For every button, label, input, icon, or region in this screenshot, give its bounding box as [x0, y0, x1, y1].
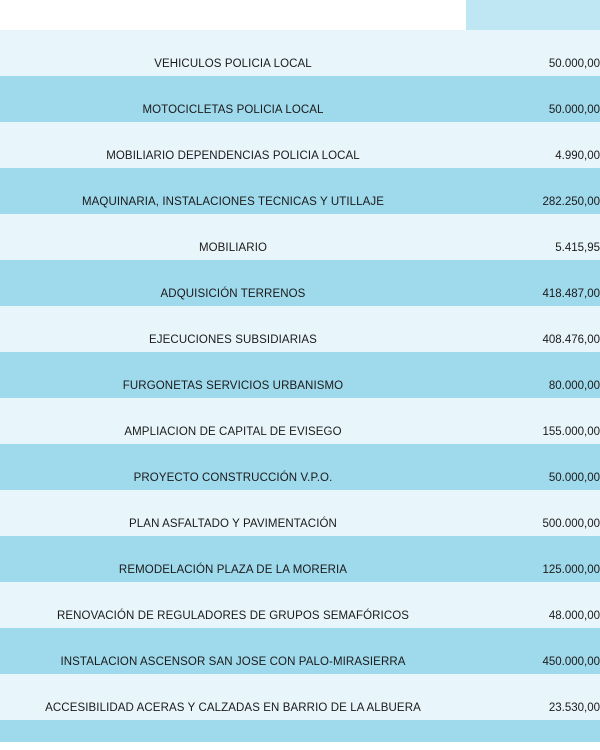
spacer-amt — [466, 214, 600, 236]
spacer-desc — [0, 674, 466, 696]
spacer-amt — [466, 674, 600, 696]
spacer-row — [0, 628, 600, 650]
row-amount: 418.487,00 — [466, 282, 600, 306]
row-amount: 282.250,00 — [466, 190, 600, 214]
row-description: ADQUISICIÓN TERRENOS — [0, 282, 466, 306]
row-amount: 450.000,00 — [466, 650, 600, 674]
table-row — [0, 466, 600, 490]
row-amount: 500.000,00 — [466, 512, 600, 536]
spacer-desc — [0, 398, 466, 420]
spacer-row — [0, 444, 600, 466]
row-amount: 50.000,00 — [466, 98, 600, 122]
spacer-desc — [0, 168, 466, 190]
row-amount: 50.000,00 — [466, 52, 600, 76]
row-description: REMODELACIÓN PLAZA DE LA MORERIA — [0, 558, 466, 582]
row-amount: 408.476,00 — [466, 328, 600, 352]
spacer-desc — [0, 122, 466, 144]
spacer-amt — [466, 398, 600, 420]
spacer-amt — [466, 76, 600, 98]
spacer-amt — [466, 30, 600, 52]
spacer-row — [0, 168, 600, 190]
table-row — [0, 52, 600, 76]
row-description: FURGONETAS SERVICIOS URBANISMO — [0, 374, 466, 398]
row-description: PROYECTO CONSTRUCCIÓN V.P.O. — [0, 466, 466, 490]
spacer-desc — [0, 628, 466, 650]
spacer-desc — [0, 582, 466, 604]
spacer-amt — [466, 306, 600, 328]
table-row — [0, 420, 600, 444]
table-row — [0, 558, 600, 582]
table-row — [0, 190, 600, 214]
table-row — [0, 236, 600, 260]
spacer-desc — [0, 30, 466, 52]
table-header-row — [0, 0, 600, 30]
spacer-row — [0, 352, 600, 374]
spacer-desc — [0, 260, 466, 282]
spacer-row — [0, 30, 600, 52]
spacer-amt — [466, 444, 600, 466]
spacer-amt — [466, 168, 600, 190]
row-description: EJECUCIONES SUBSIDIARIAS — [0, 328, 466, 352]
header-amount-cell — [466, 0, 600, 30]
spacer-amt — [466, 536, 600, 558]
spacer-amt — [466, 720, 600, 742]
spacer-desc — [0, 720, 466, 742]
spacer-amt — [466, 260, 600, 282]
row-amount: 155.000,00 — [466, 420, 600, 444]
row-description: PLAN ASFALTADO Y PAVIMENTACIÓN — [0, 512, 466, 536]
spacer-amt — [466, 490, 600, 512]
spacer-amt — [466, 582, 600, 604]
spacer-desc — [0, 490, 466, 512]
row-description: ACCESIBILIDAD ACERAS Y CALZADAS EN BARRIO DE LA ALBUERA — [0, 696, 466, 720]
spacer-desc — [0, 214, 466, 236]
row-amount: 80.000,00 — [466, 374, 600, 398]
row-amount: 125.000,00 — [466, 558, 600, 582]
spacer-row — [0, 720, 600, 742]
table-row — [0, 512, 600, 536]
table-row — [0, 98, 600, 122]
row-description: INSTALACION ASCENSOR SAN JOSE CON PALO-MIRASIERRA — [0, 650, 466, 674]
spacer-desc — [0, 444, 466, 466]
table-row — [0, 328, 600, 352]
spacer-row — [0, 76, 600, 98]
spacer-row — [0, 536, 600, 558]
spacer-desc — [0, 352, 466, 374]
spacer-row — [0, 260, 600, 282]
row-description: MOBILIARIO — [0, 236, 466, 260]
spacer-desc — [0, 76, 466, 98]
row-description: MOBILIARIO DEPENDENCIAS POLICIA LOCAL — [0, 144, 466, 168]
header-description-cell — [0, 0, 466, 30]
row-description: MAQUINARIA, INSTALACIONES TECNICAS Y UTILLAJE — [0, 190, 466, 214]
spacer-desc — [0, 306, 466, 328]
spacer-row — [0, 582, 600, 604]
table-row — [0, 144, 600, 168]
row-description: MOTOCICLETAS POLICIA LOCAL — [0, 98, 466, 122]
row-description: RENOVACIÓN DE REGULADORES DE GRUPOS SEMAFÓRICOS — [0, 604, 466, 628]
spacer-amt — [466, 628, 600, 650]
spacer-row — [0, 306, 600, 328]
row-amount: 4.990,00 — [466, 144, 600, 168]
spacer-desc — [0, 536, 466, 558]
row-amount: 50.000,00 — [466, 466, 600, 490]
spacer-amt — [466, 122, 600, 144]
table-row — [0, 374, 600, 398]
spacer-row — [0, 490, 600, 512]
row-amount: 5.415,95 — [466, 236, 600, 260]
row-description: VEHICULOS POLICIA LOCAL — [0, 52, 466, 76]
table-row — [0, 696, 600, 720]
row-amount: 23.530,00 — [466, 696, 600, 720]
spacer-row — [0, 122, 600, 144]
table-row — [0, 282, 600, 306]
spacer-row — [0, 674, 600, 696]
spacer-row — [0, 398, 600, 420]
spacer-amt — [466, 352, 600, 374]
table-row — [0, 650, 600, 674]
spacer-row — [0, 214, 600, 236]
row-amount: 48.000,00 — [466, 604, 600, 628]
table-row — [0, 604, 600, 628]
row-description: AMPLIACION DE CAPITAL DE EVISEGO — [0, 420, 466, 444]
